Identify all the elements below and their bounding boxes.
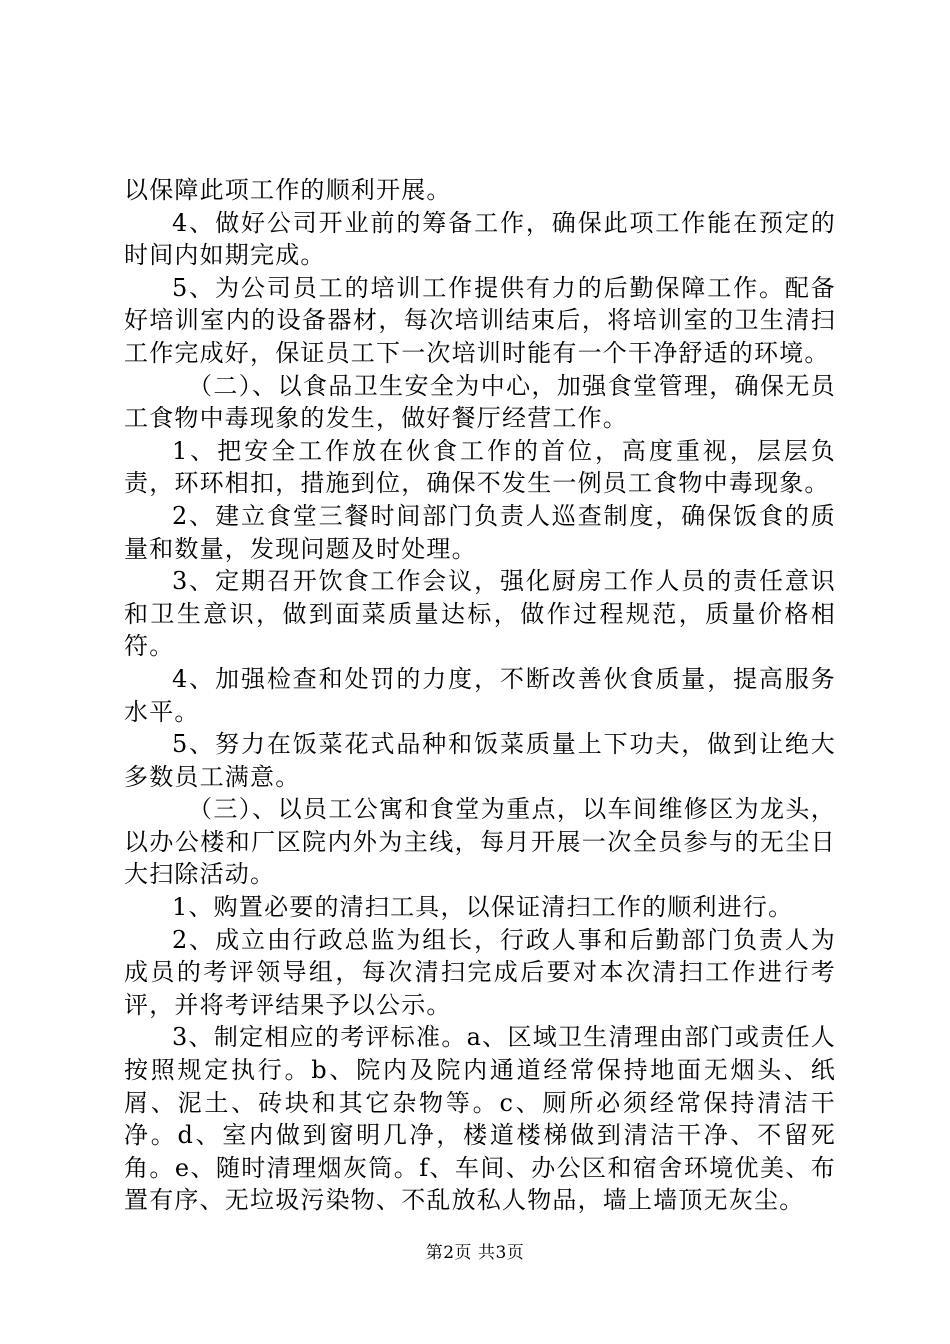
section-heading-food-safety: （二）、以食品卫生安全为中心，加强食堂管理，确保无员工食物中毒现象的发生，做好餐厅经营工作。 [124, 371, 836, 433]
paragraph-item-3-meetings: 3、定期召开饮食工作会议，强化厨房工作人员的责任意识和卫生意识，做到面菜质量达标，做作过程规范，质量价格相符。 [124, 567, 836, 661]
paragraph-item-2-inspection: 2、建立食堂三餐时间部门负责人巡查制度，确保饭食的质量和数量，发现问题及时处理。 [124, 501, 836, 563]
page-footer: 第2页 共3页 [425, 1243, 525, 1263]
paragraph-continuation: 以保障此项工作的顺利开展。 [124, 176, 452, 204]
paragraph-item-4-penalties: 4、加强检查和处罚的力度，不断改善伙食质量，提高服务水平。 [124, 664, 836, 726]
document-body [124, 174, 836, 1217]
paragraph-item-1-safety-first: 1、把安全工作放在伙食工作的首位，高度重视，层层负责，环环相扣，措施到位，确保不发生一例员工食物中毒现象。 [124, 436, 836, 498]
paragraph-item-2-review-group: 2、成立由行政总监为组长，行政人事和后勤部门负责人为成员的考评领导组，每次清扫完成后要对本次清扫工作进行考评，并将考评结果予以公示。 [124, 925, 836, 1019]
section-heading-cleaning-day: （三）、以员工公寓和食堂为重点，以车间维修区为龙头，以办公楼和厂区院内外为主线，每月开展一次全员参与的无尘日大扫除活动。 [124, 795, 836, 889]
paragraph-item-3-standards: 3、制定相应的考评标准。a、区域卫生清理由部门或责任人按照规定执行。b、院内及院内通道经常保持地面无烟头、纸屑、泥土、砖块和其它杂物等。c、厕所必须经常保持清洁干净。d、室内做到窗明几净，楼道楼梯做到清洁干净、不留死角。e、随时清理烟灰筒。f、车间、办公区和宿舍环境优美、布置有序、无垃圾污染物、不乱放私人物品，墙上墙顶无灰尘。 [124, 1023, 836, 1215]
paragraph-item-1-tools: 1、购置必要的清扫工具，以保证清扫工作的顺利进行。 [172, 893, 794, 922]
paragraph-item-4-preparation: 4、做好公司开业前的筹备工作，确保此项工作能在预定的时间内如期完成。 [124, 208, 836, 270]
paragraph-item-5-training-support: 5、为公司员工的培训工作提供有力的后勤保障工作。配备好培训室内的设备器材，每次培训结束后，将培训室的卫生清扫工作完成好，保证员工下一次培训时能有一个干净舒适的环境。 [124, 273, 836, 367]
paragraph-item-5-menu-variety: 5、努力在饭菜花式品种和饭菜质量上下功夫，做到让绝大多数员工满意。 [124, 730, 836, 791]
